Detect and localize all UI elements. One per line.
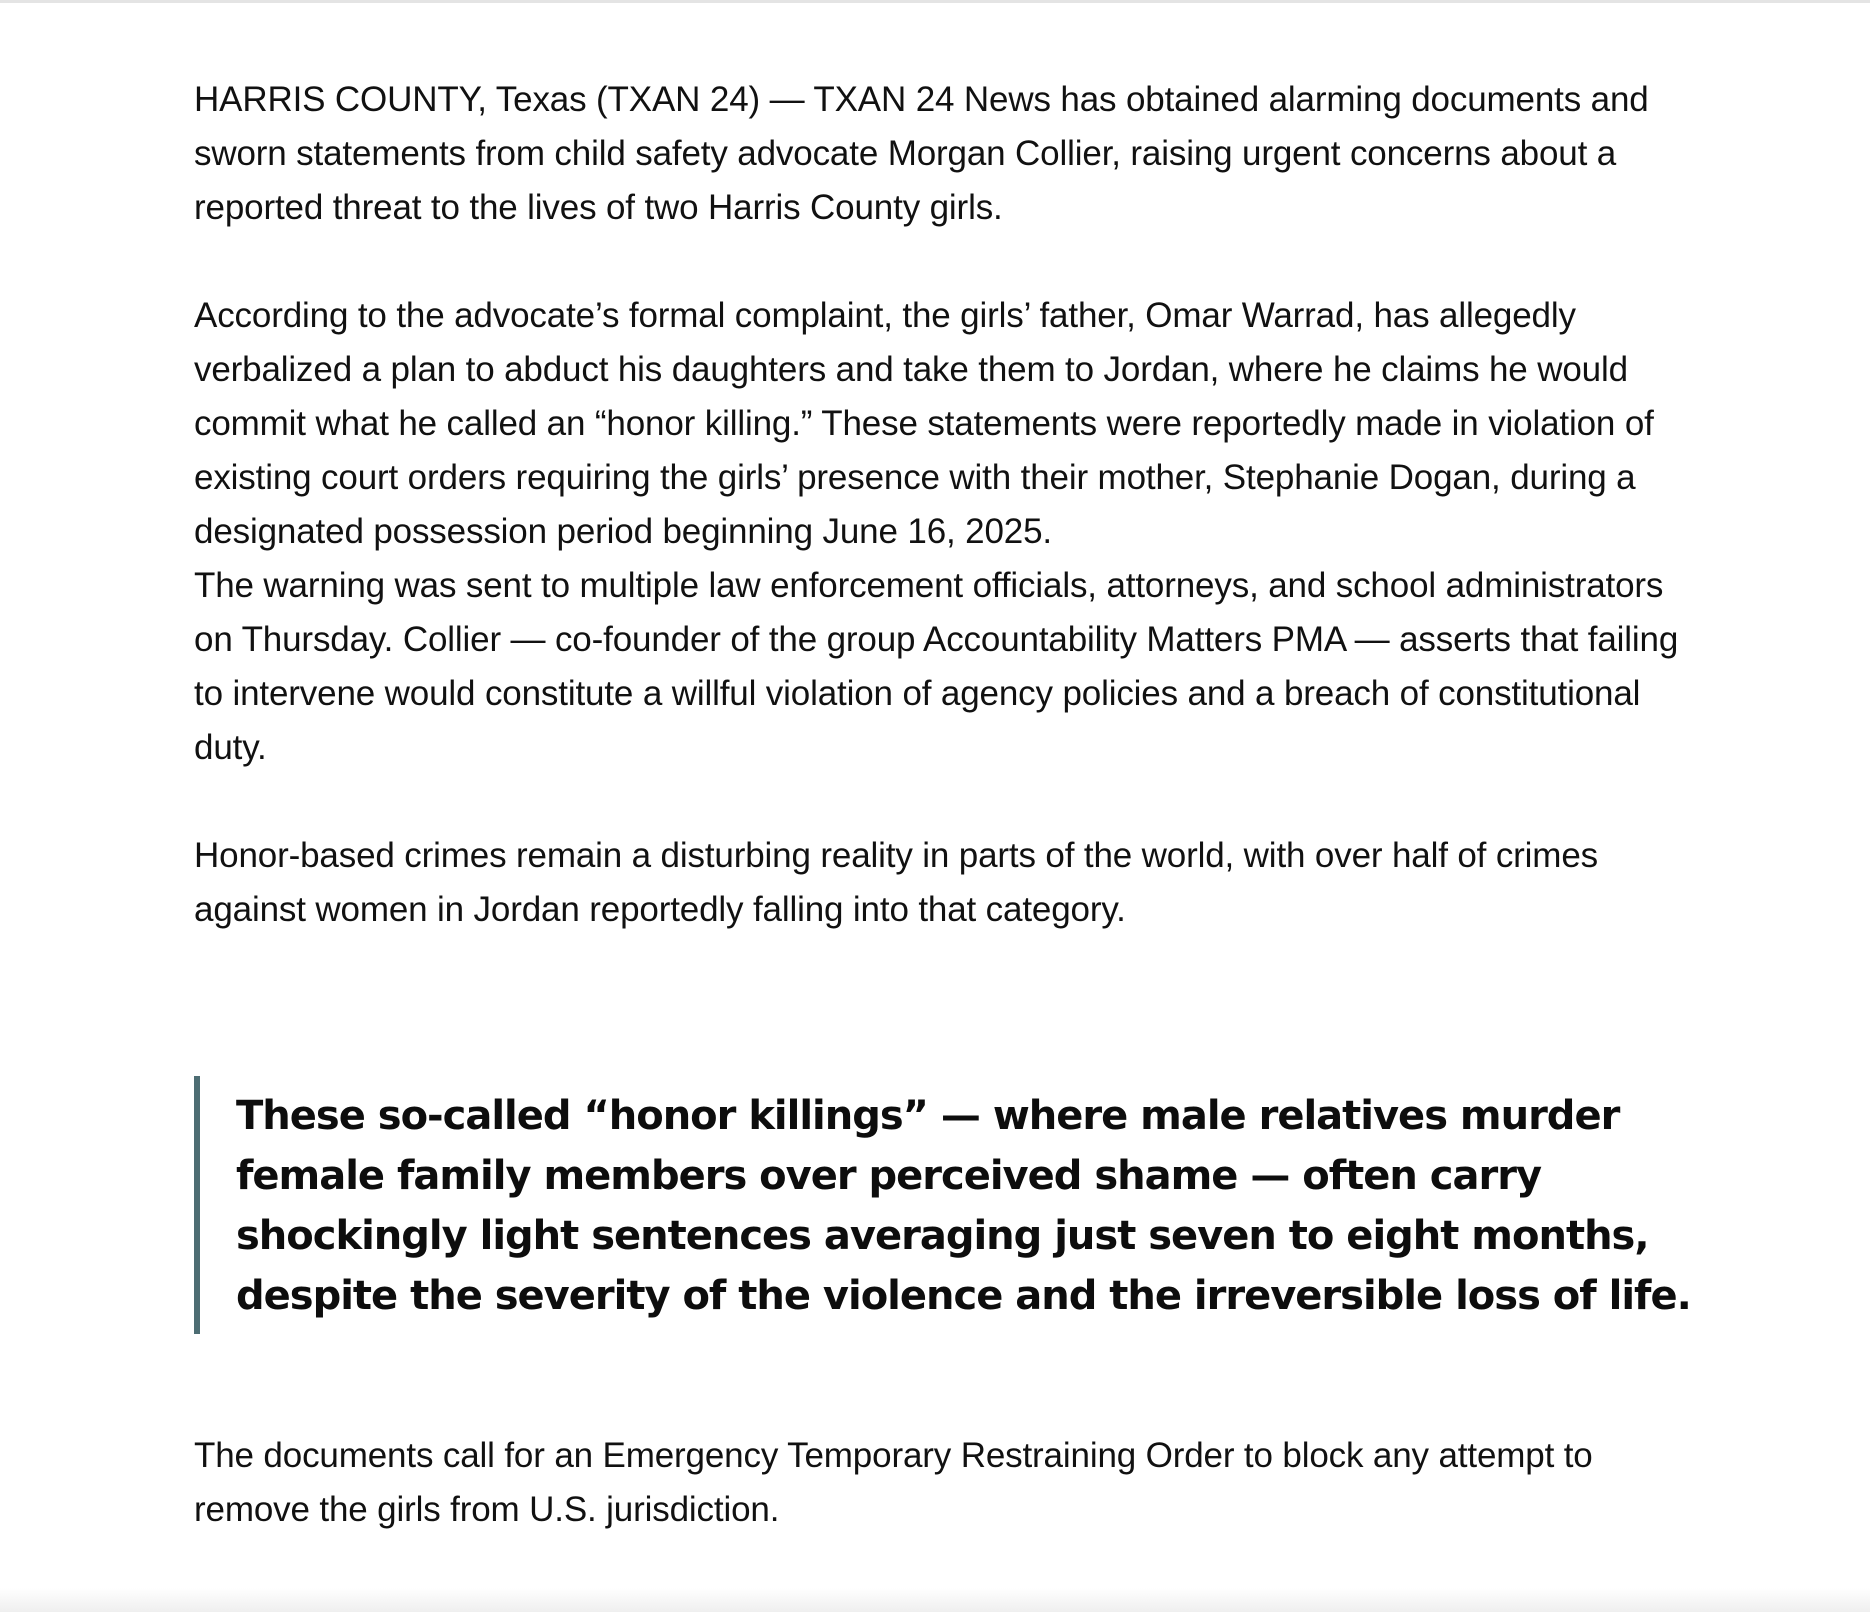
top-divider (0, 0, 1870, 3)
pullquote-text: These so-called “honor killings” — where male relatives murder female family members over perceived shame — often carry shockingly light sentences averaging just seven to eight months, despite the severity of the violence and the irreversible loss of life. (236, 1093, 1691, 1319)
pullquote (194, 1076, 1694, 1334)
article-paragraph-lede: HARRIS COUNTY, Texas (TXAN 24) — TXAN 24 News has obtained alarming documents and sworn statements from child safety advocate Morgan Collier, raising urgent concerns about a reported threat to the lives of two Harris County girls. (194, 80, 1649, 227)
article-paragraph-warning: The warning was sent to multiple law enforcement officials, attorneys, and school administrators on Thursday. Collier — co-founder of the group Accountability Matters PMA — asserts that failing to intervene would constitute a willful violation of agency policies and a breach of constitutional duty. (194, 566, 1679, 767)
article-paragraph-closing: The documents call for an Emergency Temporary Restraining Order to block any attempt to remove the girls from U.S. jurisdiction. (194, 1436, 1593, 1529)
article-paragraph-context: Honor-based crimes remain a disturbing reality in parts of the world, with over half of crimes against women in Jordan reportedly falling into that category. (194, 836, 1598, 929)
article-paragraph-complaint: According to the advocate’s formal complaint, the girls’ father, Omar Warrad, has allegedly verbalized a plan to abduct his daughters and take them to Jordan, where he claims he would commit what he called an “honor killing.” These statements were reportedly made in violation of existing court orders requiring the girls’ presence with their mother, Stephanie Dogan, during a designated possession period beginning June 16, 2025. (194, 296, 1654, 551)
bottom-fade (0, 1588, 1870, 1612)
